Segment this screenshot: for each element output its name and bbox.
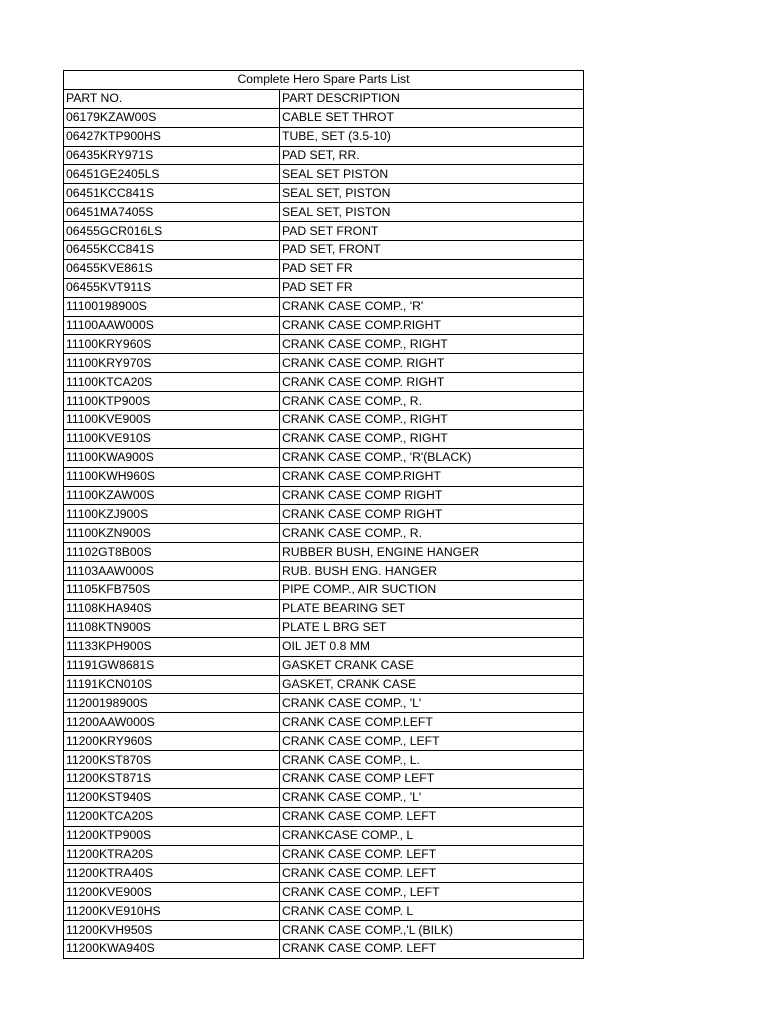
table-row	[64, 694, 584, 713]
part-number-cell: 11108KHA940S	[64, 599, 280, 618]
part-description-cell: GASKET, CRANK CASE	[280, 675, 584, 694]
table-row	[64, 637, 584, 656]
part-number-cell: 11191GW8681S	[64, 656, 280, 675]
part-number-cell: 06451KCC841S	[64, 184, 280, 203]
part-number-cell: 11100KRY960S	[64, 335, 280, 354]
part-description-cell: CRANK CASE COMP.LEFT	[280, 713, 584, 732]
spare-parts-table	[63, 70, 584, 959]
part-number-cell: 11200KTRA20S	[64, 845, 280, 864]
part-number-cell: 11100KTCA20S	[64, 373, 280, 392]
part-number-cell: 11103AAW000S	[64, 562, 280, 581]
part-number-cell: 11108KTN900S	[64, 618, 280, 637]
part-description-cell: CRANK CASE COMP. RIGHT	[280, 354, 584, 373]
part-number-cell: 11102GT8B00S	[64, 543, 280, 562]
spare-parts-sheet	[63, 70, 583, 959]
part-number-cell: 11200AAW000S	[64, 713, 280, 732]
table-row	[64, 297, 584, 316]
part-number-cell: 06451GE2405LS	[64, 165, 280, 184]
table-row	[64, 278, 584, 297]
table-row	[64, 732, 584, 751]
table-row	[64, 316, 584, 335]
part-description-cell: CRANK CASE COMP., R.	[280, 392, 584, 411]
title-row	[64, 71, 584, 90]
table-row	[64, 429, 584, 448]
part-description-cell: PIPE COMP., AIR SUCTION	[280, 581, 584, 600]
part-description-cell: CRANK CASE COMP., RIGHT	[280, 411, 584, 430]
table-row	[64, 921, 584, 940]
part-description-cell: CRANK CASE COMP., LEFT	[280, 732, 584, 751]
part-number-cell: 06455KVE861S	[64, 259, 280, 278]
table-row	[64, 656, 584, 675]
part-description-cell: SEAL SET, PISTON	[280, 203, 584, 222]
table-row	[64, 826, 584, 845]
part-description-cell: OIL JET 0.8 MM	[280, 637, 584, 656]
part-number-cell: 11100KVE910S	[64, 429, 280, 448]
part-number-cell: 11100AAW000S	[64, 316, 280, 335]
table-row	[64, 562, 584, 581]
table-row	[64, 392, 584, 411]
part-number-cell: 11200KST940S	[64, 788, 280, 807]
part-description-cell: CRANK CASE COMP. RIGHT	[280, 373, 584, 392]
part-number-cell: 11200KTCA20S	[64, 807, 280, 826]
part-number-cell: 11100KRY970S	[64, 354, 280, 373]
table-row	[64, 203, 584, 222]
table-body	[64, 71, 584, 959]
table-row	[64, 864, 584, 883]
part-number-cell: 06179KZAW00S	[64, 108, 280, 127]
table-row	[64, 354, 584, 373]
part-number-cell: 06451MA7405S	[64, 203, 280, 222]
table-row	[64, 524, 584, 543]
table-title: Complete Hero Spare Parts List	[64, 71, 584, 90]
part-number-cell: 11100KWA900S	[64, 448, 280, 467]
part-description-cell: GASKET CRANK CASE	[280, 656, 584, 675]
table-row	[64, 448, 584, 467]
part-description-cell: SEAL SET PISTON	[280, 165, 584, 184]
part-description-cell: CRANK CASE COMP.,'L (BILK)	[280, 921, 584, 940]
part-description-cell: CRANKCASE COMP., L	[280, 826, 584, 845]
header-part-description: PART DESCRIPTION	[280, 89, 584, 108]
part-description-cell: CRANK CASE COMP., 'R'(BLACK)	[280, 448, 584, 467]
part-description-cell: CRANK CASE COMP. LEFT	[280, 807, 584, 826]
table-row	[64, 675, 584, 694]
part-description-cell: CRANK CASE COMP., 'R'	[280, 297, 584, 316]
part-description-cell: TUBE, SET (3.5-10)	[280, 127, 584, 146]
table-row	[64, 184, 584, 203]
table-row	[64, 769, 584, 788]
part-description-cell: PAD SET, FRONT	[280, 241, 584, 260]
part-number-cell: 11133KPH900S	[64, 637, 280, 656]
part-description-cell: CRANK CASE COMP. LEFT	[280, 845, 584, 864]
part-description-cell: CRANK CASE COMP., 'L'	[280, 694, 584, 713]
part-description-cell: SEAL SET, PISTON	[280, 184, 584, 203]
part-number-cell: 11100KVE900S	[64, 411, 280, 430]
part-number-cell: 11100KZJ900S	[64, 505, 280, 524]
table-row	[64, 505, 584, 524]
table-row	[64, 335, 584, 354]
part-number-cell: 11200KST871S	[64, 769, 280, 788]
part-description-cell: CRANK CASE COMP. L	[280, 902, 584, 921]
part-number-cell: 11100KZAW00S	[64, 486, 280, 505]
part-number-cell: 11105KFB750S	[64, 581, 280, 600]
part-number-cell: 11100KZN900S	[64, 524, 280, 543]
table-row	[64, 618, 584, 637]
table-row	[64, 713, 584, 732]
part-number-cell: 11100KWH960S	[64, 467, 280, 486]
part-number-cell: 11200KTRA40S	[64, 864, 280, 883]
part-number-cell: 06455KVT911S	[64, 278, 280, 297]
part-description-cell: CRANK CASE COMP., RIGHT	[280, 335, 584, 354]
part-description-cell: CRANK CASE COMP. LEFT	[280, 864, 584, 883]
part-number-cell: 11200KST870S	[64, 751, 280, 770]
table-row	[64, 788, 584, 807]
part-description-cell: CRANK CASE COMP. LEFT	[280, 939, 584, 958]
part-number-cell: 11200KRY960S	[64, 732, 280, 751]
table-row	[64, 902, 584, 921]
part-description-cell: CRANK CASE COMP., RIGHT	[280, 429, 584, 448]
table-row	[64, 108, 584, 127]
table-row	[64, 883, 584, 902]
part-number-cell: 11200KVH950S	[64, 921, 280, 940]
part-number-cell: 11200KVE910HS	[64, 902, 280, 921]
part-description-cell: CRANK CASE COMP.RIGHT	[280, 467, 584, 486]
table-row	[64, 599, 584, 618]
part-description-cell: CRANK CASE COMP., R.	[280, 524, 584, 543]
part-number-cell: 11100198900S	[64, 297, 280, 316]
part-description-cell: CRANK CASE COMP RIGHT	[280, 505, 584, 524]
table-row	[64, 222, 584, 241]
part-number-cell: 11200KVE900S	[64, 883, 280, 902]
part-number-cell: 06435KRY971S	[64, 146, 280, 165]
part-description-cell: RUB. BUSH ENG. HANGER	[280, 562, 584, 581]
part-number-cell: 11100KTP900S	[64, 392, 280, 411]
header-row	[64, 89, 584, 108]
part-description-cell: PAD SET FR	[280, 278, 584, 297]
part-description-cell: PLATE L BRG SET	[280, 618, 584, 637]
part-description-cell: CRANK CASE COMP LEFT	[280, 769, 584, 788]
part-number-cell: 06455KCC841S	[64, 241, 280, 260]
table-row	[64, 259, 584, 278]
part-description-cell: PLATE BEARING SET	[280, 599, 584, 618]
part-description-cell: CRANK CASE COMP., LEFT	[280, 883, 584, 902]
part-description-cell: CRANK CASE COMP RIGHT	[280, 486, 584, 505]
table-row	[64, 241, 584, 260]
table-row	[64, 373, 584, 392]
table-row	[64, 543, 584, 562]
table-row	[64, 127, 584, 146]
part-description-cell: PAD SET, RR.	[280, 146, 584, 165]
table-row	[64, 146, 584, 165]
part-description-cell: CRANK CASE COMP.RIGHT	[280, 316, 584, 335]
table-row	[64, 486, 584, 505]
table-row	[64, 411, 584, 430]
table-row	[64, 165, 584, 184]
table-row	[64, 581, 584, 600]
part-number-cell: 11200KWA940S	[64, 939, 280, 958]
part-description-cell: CABLE SET THROT	[280, 108, 584, 127]
table-row	[64, 939, 584, 958]
part-number-cell: 06427KTP900HS	[64, 127, 280, 146]
table-row	[64, 467, 584, 486]
part-description-cell: CRANK CASE COMP., L.	[280, 751, 584, 770]
table-row	[64, 751, 584, 770]
table-row	[64, 845, 584, 864]
part-number-cell: 11191KCN010S	[64, 675, 280, 694]
part-description-cell: CRANK CASE COMP., 'L'	[280, 788, 584, 807]
part-description-cell: PAD SET FRONT	[280, 222, 584, 241]
header-part-no: PART NO.	[64, 89, 280, 108]
part-number-cell: 06455GCR016LS	[64, 222, 280, 241]
part-description-cell: PAD SET FR	[280, 259, 584, 278]
table-row	[64, 807, 584, 826]
part-number-cell: 11200KTP900S	[64, 826, 280, 845]
part-description-cell: RUBBER BUSH, ENGINE HANGER	[280, 543, 584, 562]
part-number-cell: 11200198900S	[64, 694, 280, 713]
